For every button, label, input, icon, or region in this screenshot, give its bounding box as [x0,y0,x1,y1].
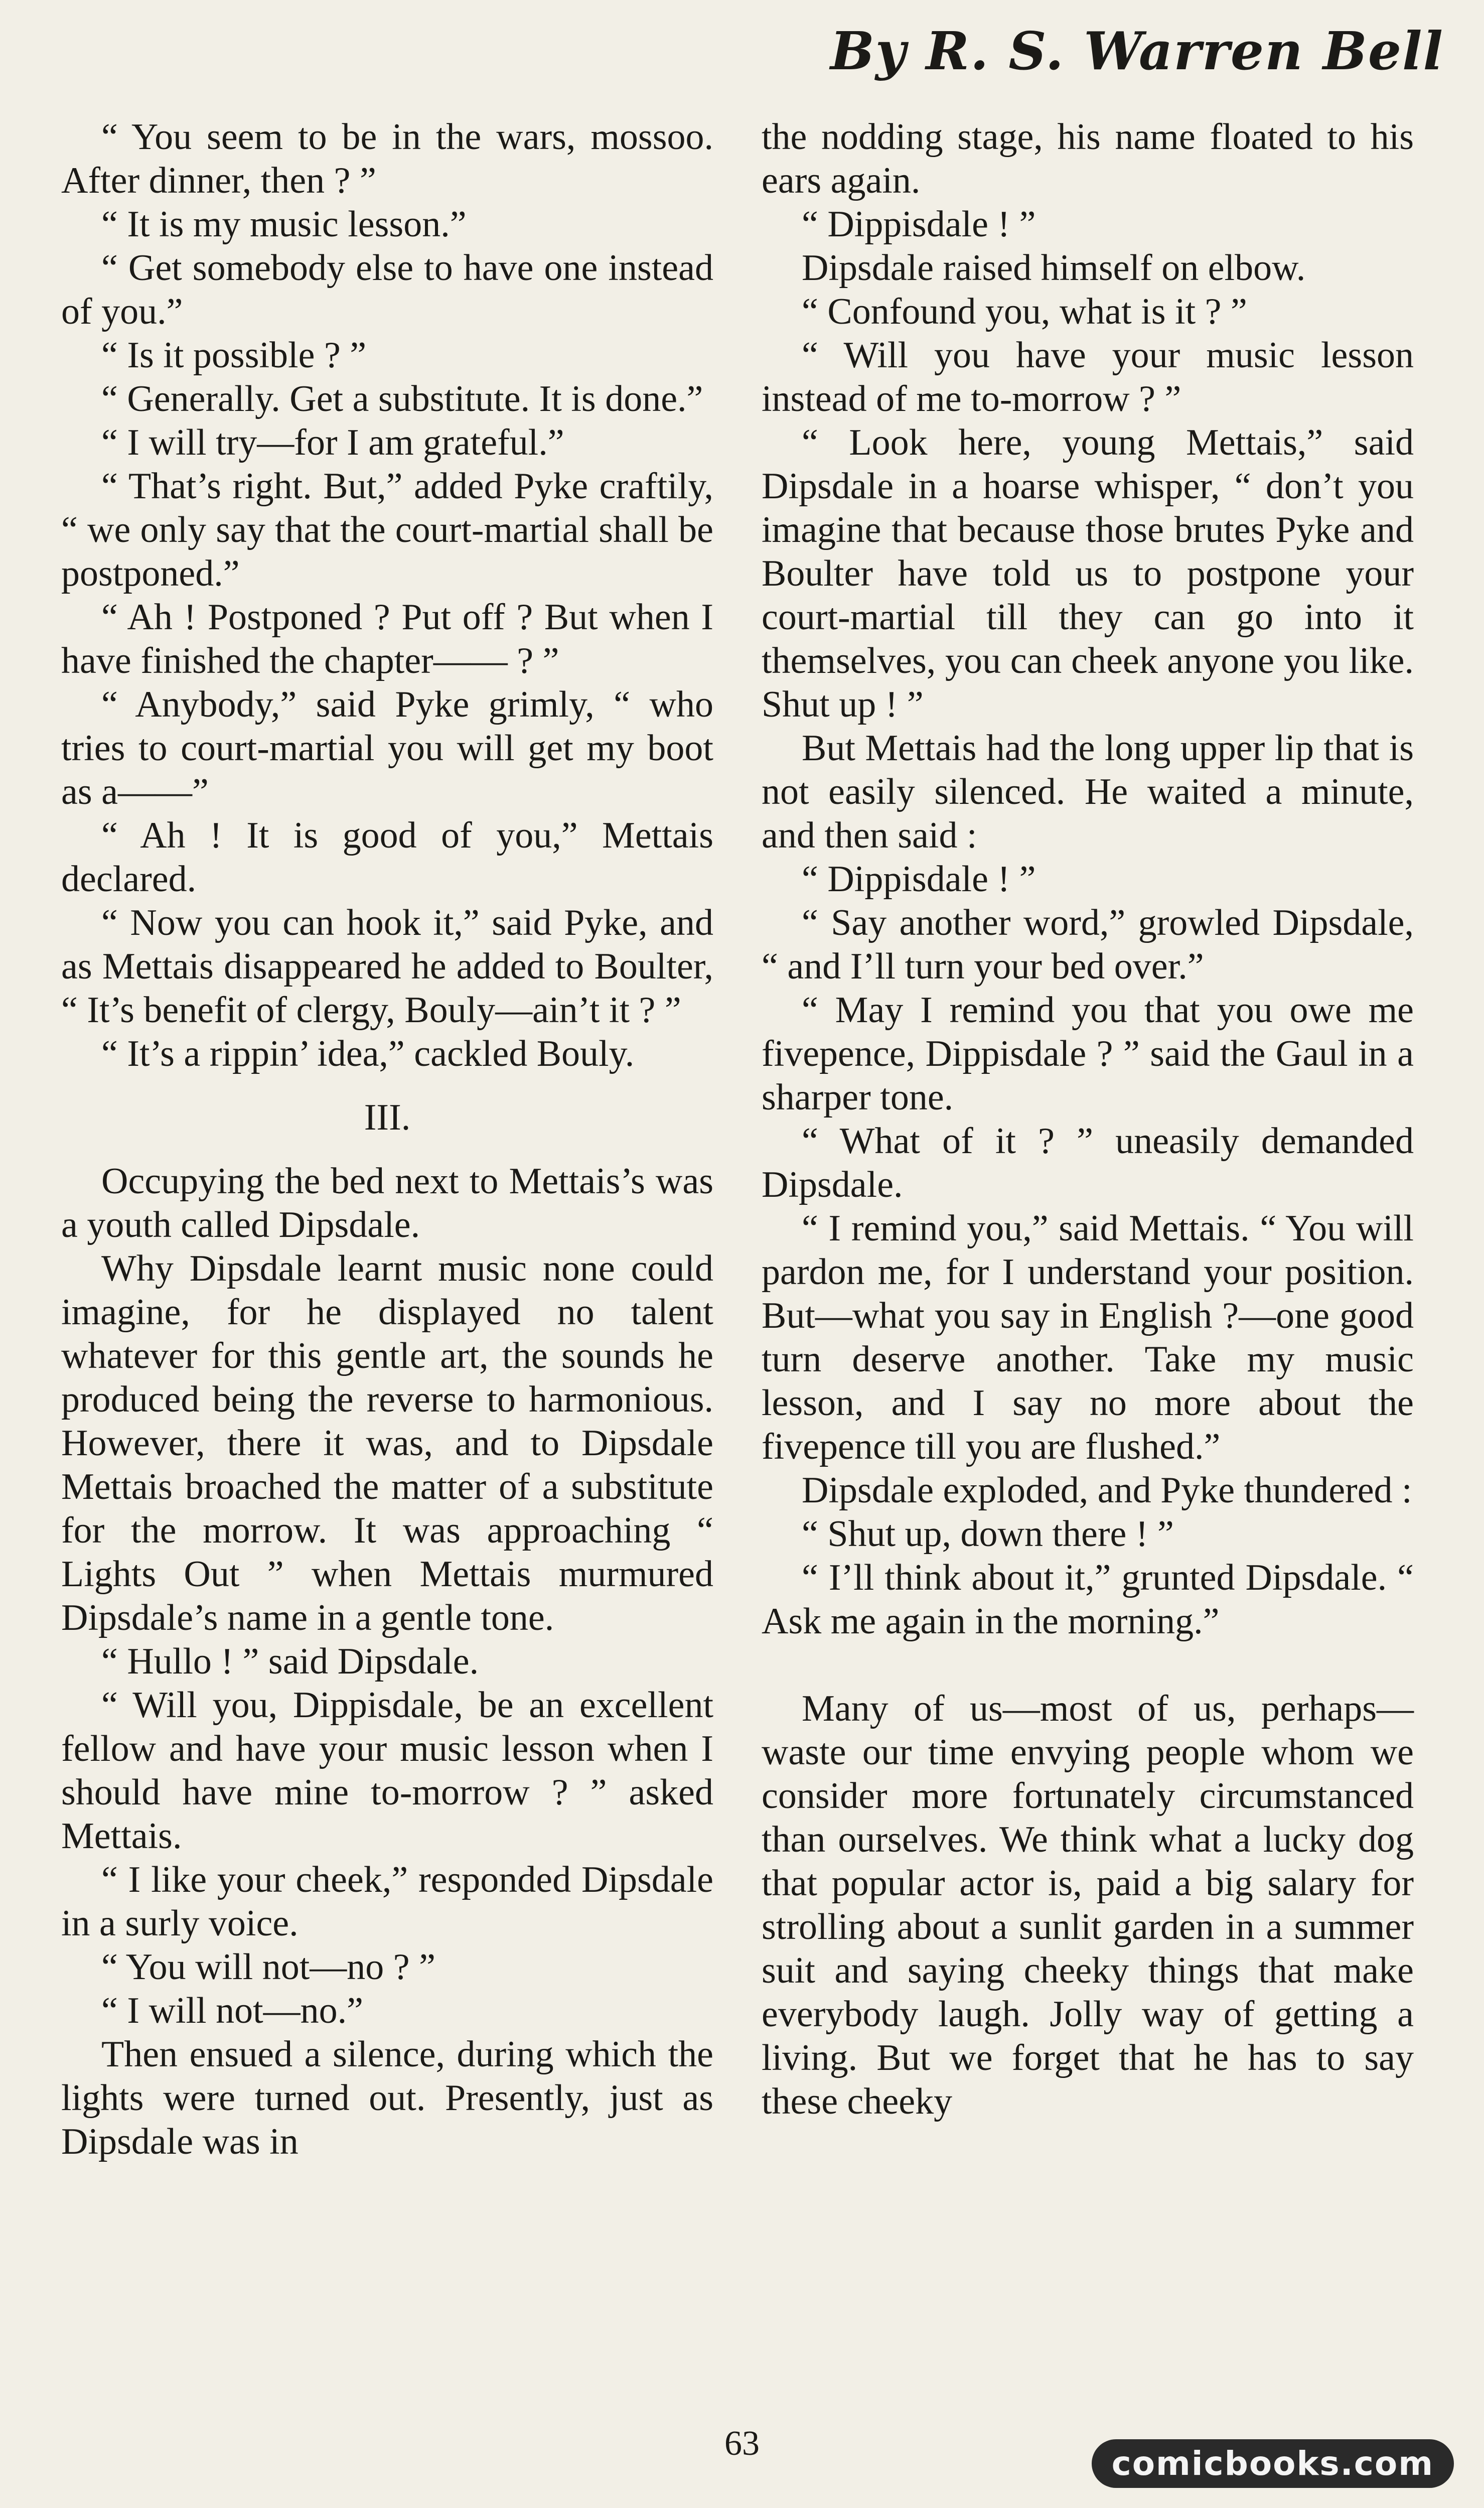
paragraph: “ It is my music lesson.” [101,204,467,245]
paragraph: “ Dippisdale ! ” [802,859,1036,900]
paragraph: “ I like your cheek,” responded Dipsdale in a surly voice. [61,1859,713,1944]
paragraph: “ Say another word,” growled Dipsdale, “ and I’ll turn your bed over.” [762,902,1414,987]
paragraph: “ I will try—for I am grateful.” [101,422,564,463]
watermark-badge: comicbooks.com [1092,2439,1454,2488]
paragraph: “ Now you can hook it,” said Pyke, and as Mettais disappeared he added to Boulter, “ It’s benefit of clergy, Bouly—ain’t it ? ” [61,902,713,1031]
paragraph: “ Generally. Get a substitute. It is done.” [101,378,703,420]
paragraph: “ Shut up, down there ! ” [802,1513,1174,1555]
paragraph: “ You seem to be in the wars, mossoo. After dinner, then ? ” [61,116,713,201]
page-number: 63 [724,2424,760,2463]
paragraph: “ I’ll think about it,” grunted Dipsdale. “ Ask me again in the morning.” [762,1557,1414,1642]
right-column [762,115,1414,2389]
paragraph: “ Look here, young Mettais,” said Dipsdale in a hoarse whisper, “ don’t you imagine that because those brutes Pyke and Boulter have told us to postpone your court-martial till they can go into it themselves, you can cheek anyone you like. Shut up ! ” [762,422,1414,725]
paragraph: Then ensued a silence, during which the lights were turned out. Presently, just as Dipsdale was in [61,2034,713,2162]
paragraph: “ I remind you,” said Mettais. “ You will pardon me, for I understand your position. But—what you say in English ?—one good turn deserve another. Take my music lesson, and I say no more about the fivepence till you are flushed.” [762,1208,1414,1467]
section-heading: III. [364,1097,411,1138]
paragraph: “ It’s a rippin’ idea,” cackled Bouly. [101,1033,635,1074]
paragraph: Many of us—most of us, perhaps—waste our time envying people whom we consider more fortunately circumstanced than ourselves. We think what a lucky dog that popular actor is, paid a big salary for strolling about a sunlit garden in a summer suit and saying cheeky things that make everybody laugh. Jolly way of getting a living. But we forget that he has to say these cheeky [762,1688,1414,2122]
paragraph: “ Get somebody else to have one instead of you.” [61,247,713,332]
paragraph: “ Will you have your music lesson instead of me to-morrow ? ” [762,335,1414,420]
left-column [61,115,713,2389]
paragraph: “ Anybody,” said Pyke grimly, “ who tries to court-martial you will get my boot as a——” [61,684,713,812]
byline: By R. S. Warren Bell [830,20,1444,82]
paragraph: Occupying the bed next to Mettais’s was a youth called Dipsdale. [61,1161,713,1245]
paragraph: “ Will you, Dippisdale, be an excellent fellow and have your music lesson when I should have mine to-morrow ? ” asked Mettais. [61,1685,713,1857]
paragraph: the nodding stage, his name floated to his ears again. [762,116,1414,201]
paragraph: “ Hullo ! ” said Dipsdale. [101,1641,479,1682]
paragraph: “ What of it ? ” uneasily demanded Dipsdale. [762,1121,1414,1205]
paragraph: Dipsdale raised himself on elbow. [802,247,1306,289]
paragraph: Dipsdale exploded, and Pyke thundered : [802,1470,1412,1511]
paragraph: “ You will not—no ? ” [101,1946,435,1988]
paragraph: But Mettais had the long upper lip that is not easily silenced. He waited a minute, and then said : [762,728,1414,856]
paragraph: Why Dipsdale learnt music none could imagine, for he displayed no talent whatever for this gentle art, the sounds he produced being the reverse to harmonious. However, there it was, and to Dipsdale Mettais broached the matter of a substitute for the morrow. It was approaching “ Lights Out ” when Mettais murmured Dipsdale’s name in a gentle tone. [61,1248,713,1638]
paragraph: “ I will not—no.” [101,1990,364,2031]
paragraph: “ Is it possible ? ” [101,335,367,376]
paragraph: “ Dippisdale ! ” [802,204,1036,245]
paragraph: “ Ah ! It is good of you,” Mettais declared. [61,815,713,900]
paragraph: “ That’s right. But,” added Pyke craftily, “ we only say that the court-martial shall be postponed.” [61,466,713,594]
paragraph: “ May I remind you that you owe me fivepence, Dippisdale ? ” said the Gaul in a sharper tone. [762,990,1414,1118]
paragraph: “ Ah ! Postponed ? Put off ? But when I have finished the chapter—— ? ” [61,597,713,681]
paragraph: “ Confound you, what is it ? ” [802,291,1247,332]
